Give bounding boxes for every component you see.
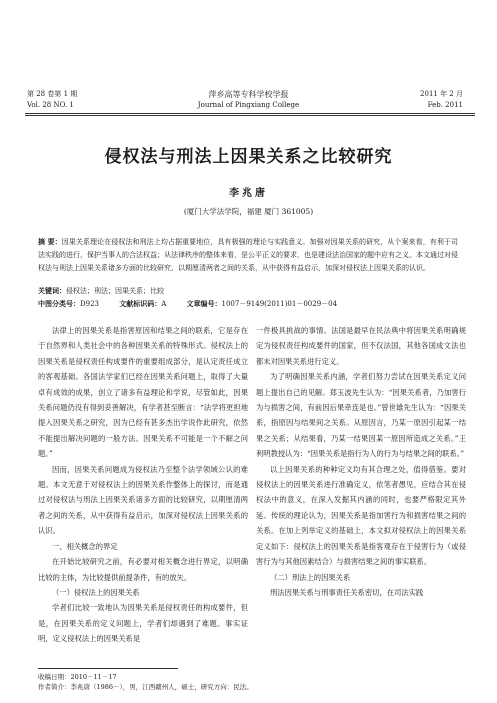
classification-line [38,299,355,309]
header-rule-thin [25,115,475,116]
header-journal-en: Journal of Pingxiang College [197,101,300,109]
author-name: 李兆唐 [229,188,268,199]
header-rule [25,113,475,114]
body-column-right [256,323,466,600]
footnote [38,672,253,692]
header-date-en: Feb. 2011 [427,101,463,109]
body-paragraph: 因而，因果关系问题成为侵权法乃至整个法学领域公认的难题。本文无意于对侵权法上的因果关系作整体上的探讨，而是通过对侵权法与刑法上因果关系诸多方面的比较研究，以期厘清两者之间的关系，从中获得有益启示，加深对侵权法上因果关系的认识。 [38,464,248,536]
clc-value: D923 [80,300,99,308]
keywords [38,286,182,296]
header-volume-en: Vol. 28 NO. 1 [27,101,74,109]
abstract-label: 摘 要： [38,238,62,246]
doc-code-label: 文献标识码： [119,300,162,308]
header-volume: 第 28 卷第 1 期 [27,90,78,98]
footnote-rule [38,668,178,669]
header-date: 2011 年 2 月 [420,90,463,98]
clc-label: 中图分类号： [38,300,80,308]
abstract [38,236,458,275]
author-affiliation: (厦门大学法学院，福建 厦门 361005) [183,207,314,216]
keywords-text: 侵权法；刑法；因果关系；比较 [66,287,164,295]
section-heading: （二）刑法上的因果关系 [270,572,351,582]
abstract-text: 因果关系理论在侵权法和刑法上均占据重要地位，具有极强的理论与实践意义。加强对因果关系的研究，从个案来看，有利于司法实践的进行，保护当事人的合法权益；从法律秩序的整体来看，是公平正义的要求，也是建设法治国家的题中应有之义。本文通过对侵权法与刑法上因果关系诸多方面的比较研究，以期厘清两者之间的关系，从中获得有益启示，加深对侵权法上因果关系的认识。 [38,238,459,272]
body-paragraph: 在开始比较研究之前，有必要对相关概念进行界定，以明确比较的主体，为比较提供前提条件，有的放矢。 [38,557,248,582]
body-paragraph: 一件极具挑战的事情。法国是最早在民法典中将因果关系明确规定为侵权责任构成要件的国家，但不仅法国，其他各国成文法也都未对因果关系进行定义。 [256,326,466,366]
section-heading: （一）侵权法上的因果关系 [52,587,140,597]
body-paragraph: 刑法因果关系与刑事责任关系密切，在司法实践 [270,587,424,597]
body-column-left [38,323,248,647]
doc-code-value: A [161,300,167,308]
body-paragraph: 学者们比较一致地认为因果关系是侵权责任的构成要件，但是，在因果关系的定义问题上，学者们却遇到了难题。事实证明，定义侵权法上的因果关系是 [38,603,248,644]
section-heading: 一、相关概念的界定 [52,541,118,551]
article-title: 侵权法与刑法上因果关系之比较研究 [104,147,393,167]
body-paragraph: 以上因果关系的种种定义均有其合理之处，值得借鉴。要对侵权法上的因果关系进行准确定义，依笔者愚见，应结合其在侵权法中的意义，在深入发掘其内涵的同时，也要严格限定其外延。传统的理论认为，因果关系是指加害行为和损害结果之间的关系。在加上列举定义的基础上，本文拟对侵权法上的因果关系定义如下：侵权法上的因果关系是指客观存在于侵害行为（或侵害行为与其他因素结合）与损害结果之间的事实联系。 [256,464,466,567]
received-date: 收稿日期：2010－11－17 [38,673,117,681]
keywords-label: 关键词： [38,287,66,295]
header-journal: 萍乡高等专科学校学报 [208,90,289,99]
author-bio: 作者简介：李兆唐（1986－），男，江西赣州人，硕士，研究方向：民法。 [38,683,253,691]
body-paragraph: 法律上的因果关系是指害原因和结果之间的联系，它是存在于自然界和人类社会中的各种因果关系的特殊形式。侵权法上的因果关系是侵权责任构成要件的重要组成部分，是认定责任成立的客观基础。各国法学家们已经在因果关系问题上，取得了大量卓有成效的成果，创立了诸多有益理论和学说，尽管如此，因果关系问题仍没有得到妥善解决，有学者甚至断言：“法学将更担地提入因果关系之研究，因为已经有甚多杰出学说作此研究，依然不能提出解决问题的一般方法。因果关系不可能是一个不解之问题。” [38,326,248,459]
body-paragraph: 为了明确因果关系内涵，学者们努力尝试在因果关系定义问题上提出自己的见解。郑玉波先生认为：“因果关系者，乃加害行为与损害之间，有前因后果牵连是也。”曾世雄先生认为：“因果关系，指原因与结果间之关系。从原因言，乃某一原因引起某一结果之关系；从结果看，乃某一结果因某一原因所造成之关系。”王利明教授认为：“因果关系是指行为人的行为与结果之间的联系。” [256,372,466,459]
article-no-label: 文章编号： [186,300,222,308]
article-no-value: 1007－9149(2011)01－0029－04 [221,300,338,308]
